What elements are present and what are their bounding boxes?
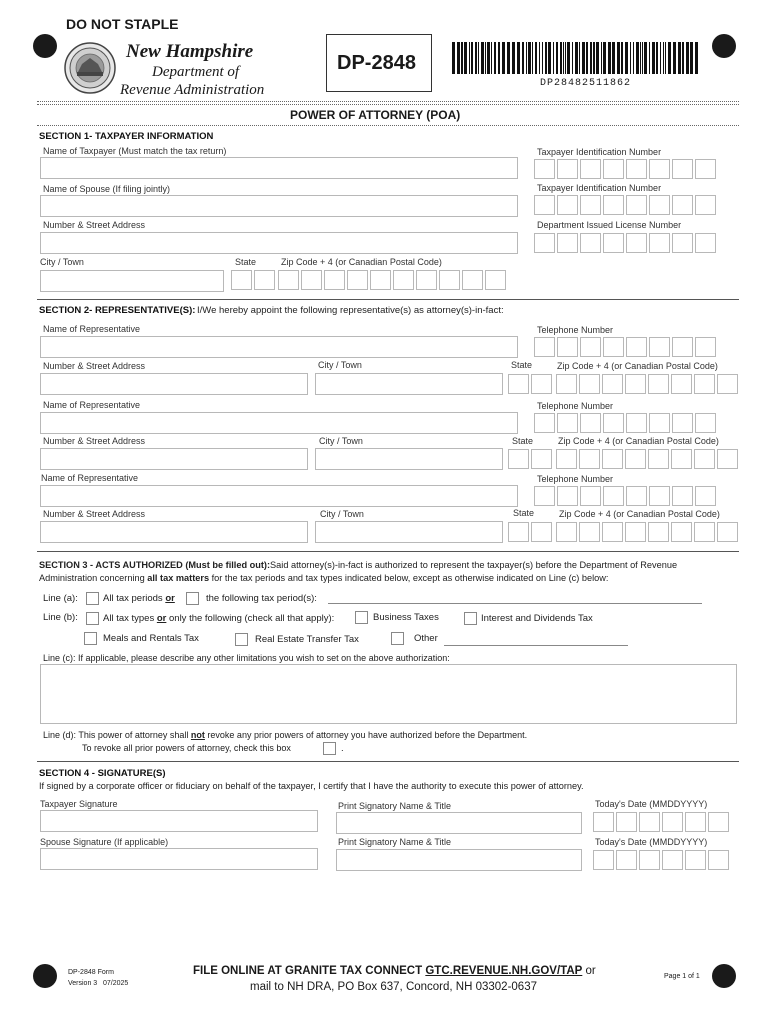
file-online-or: or bbox=[582, 965, 596, 977]
line-d-not: not bbox=[190, 730, 205, 740]
barcode-bar bbox=[517, 42, 520, 74]
do-not-staple: DO NOT STAPLE bbox=[66, 16, 179, 32]
all-tax-types-checkbox[interactable] bbox=[86, 612, 99, 625]
dept-line2: Revenue Administration bbox=[120, 82, 265, 98]
line-d-b: revoke any prior powers of attorney you have authorized before the Department. bbox=[204, 730, 528, 740]
barcode-bar bbox=[640, 42, 641, 74]
barcode-bar bbox=[668, 42, 671, 74]
barcode-bar bbox=[686, 42, 689, 74]
barcode-bar bbox=[608, 42, 611, 74]
footer-page: Page 1 of 1 bbox=[664, 973, 700, 980]
rep3-address-field[interactable] bbox=[40, 521, 308, 543]
rep3-city-label: City / Town bbox=[320, 509, 364, 519]
rep2-name-label: Name of Representative bbox=[43, 400, 141, 410]
interest-dividends-label: Interest and Dividends Tax bbox=[481, 613, 593, 624]
rep2-address-label: Number & Street Address bbox=[43, 436, 146, 446]
barcode-bar bbox=[678, 42, 681, 74]
barcode-bar bbox=[642, 42, 643, 74]
line-b-label: Line (b): bbox=[43, 612, 78, 623]
barcode-text: DP28482511862 bbox=[540, 78, 632, 89]
revoke-prior-checkbox[interactable] bbox=[323, 742, 336, 755]
barcode-bar bbox=[656, 42, 658, 74]
rep2-name-field[interactable] bbox=[40, 412, 518, 434]
meals-rentals-label: Meals and Rentals Tax bbox=[103, 633, 199, 644]
registration-mark-top-left bbox=[33, 34, 57, 58]
section3-intro-b2: for the tax periods and tax types indicated below, except as otherwise indicated on Line (c) below: bbox=[209, 573, 609, 583]
taxpayer-state-label: State bbox=[235, 257, 257, 267]
barcode-bar bbox=[548, 42, 551, 74]
rep1-state-label: State bbox=[511, 360, 533, 370]
taxpayer-signature-label: Taxpayer Signature bbox=[40, 799, 118, 809]
interest-dividends-checkbox[interactable] bbox=[464, 612, 477, 625]
taxpayer-zip-label: Zip Code + 4 (or Canadian Postal Code) bbox=[281, 257, 442, 267]
following-periods-checkbox[interactable] bbox=[186, 592, 199, 605]
barcode-bar bbox=[572, 42, 573, 74]
form-number-box bbox=[326, 34, 432, 92]
section2-intro: I/We hereby appoint the following representative(s) as attorney(s)-in-fact: bbox=[197, 305, 504, 316]
line-c-label: Line (c): If applicable, please describe any other limitations you wish to set on the above authorization: bbox=[43, 653, 450, 663]
section2-rule bbox=[37, 299, 739, 300]
rep1-address-label: Number & Street Address bbox=[43, 361, 146, 371]
rep1-phone-field[interactable] bbox=[534, 337, 718, 357]
rep1-name-field[interactable] bbox=[40, 336, 518, 358]
section2-heading: SECTION 2- REPRESENTATIVE(S): bbox=[39, 305, 196, 316]
barcode-bar bbox=[652, 42, 655, 74]
section3-intro-b1: Administration concerning bbox=[39, 573, 148, 583]
header-rule bbox=[37, 101, 739, 105]
license-number-field[interactable] bbox=[534, 233, 718, 253]
barcode-bar bbox=[590, 42, 592, 74]
taxpayer-zip-field[interactable] bbox=[278, 270, 508, 290]
taxpayer-address-label: Number & Street Address bbox=[43, 220, 146, 230]
barcode-bar bbox=[682, 42, 684, 74]
rep1-zip-label: Zip Code + 4 (or Canadian Postal Code) bbox=[557, 361, 718, 371]
rep1-state-field[interactable] bbox=[508, 374, 554, 394]
license-number-label: Department Issued License Number bbox=[537, 220, 682, 230]
rep2-phone-field[interactable] bbox=[534, 413, 718, 433]
barcode-bar bbox=[586, 42, 588, 74]
rep3-phone-field[interactable] bbox=[534, 486, 718, 506]
other-checkbox[interactable] bbox=[391, 632, 404, 645]
barcode-bar bbox=[461, 42, 463, 74]
section3-rule bbox=[37, 551, 739, 552]
barcode-bar bbox=[475, 42, 477, 74]
barcode-bar bbox=[582, 42, 585, 74]
rep3-city-field[interactable] bbox=[315, 521, 503, 543]
print-name-label-1: Print Signatory Name & Title bbox=[338, 801, 452, 811]
rep2-state-field[interactable] bbox=[508, 449, 554, 469]
footer-version: Version 3 07/2025 bbox=[68, 980, 129, 987]
barcode-bar bbox=[560, 42, 562, 74]
barcode-bar bbox=[542, 42, 543, 74]
meals-rentals-checkbox[interactable] bbox=[84, 632, 97, 645]
state-seal bbox=[64, 42, 116, 94]
all-tax-periods-label bbox=[103, 594, 175, 604]
registration-mark-bottom-right bbox=[712, 964, 736, 988]
section3-intro-bold: all tax matters bbox=[147, 573, 210, 583]
barcode-bar bbox=[630, 42, 631, 74]
footer-mail-line: mail to NH DRA, PO Box 637, Concord, NH 03302-0637 bbox=[250, 981, 537, 993]
rep1-city-label: City / Town bbox=[318, 360, 362, 370]
barcode-bar bbox=[485, 42, 486, 74]
barcode-bar bbox=[660, 42, 661, 74]
real-estate-checkbox[interactable] bbox=[235, 633, 248, 646]
file-online-text: FILE ONLINE AT GRANITE TAX CONNECT bbox=[193, 965, 426, 977]
barcode-bar bbox=[507, 42, 510, 74]
business-taxes-checkbox[interactable] bbox=[355, 611, 368, 624]
barcode-bar bbox=[452, 42, 455, 74]
barcode-bar bbox=[596, 42, 599, 74]
rep2-zip-field[interactable] bbox=[556, 449, 740, 469]
limitations-field[interactable] bbox=[40, 664, 737, 724]
footer-form-name: DP-2848 Form bbox=[68, 969, 114, 976]
barcode-bar bbox=[612, 42, 615, 74]
spouse-name-label: Name of Spouse (If filing jointly) bbox=[43, 184, 171, 194]
taxpayer-city-label: City / Town bbox=[40, 257, 84, 267]
barcode-bar bbox=[563, 42, 564, 74]
rep3-zip-label: Zip Code + 4 (or Canadian Postal Code) bbox=[559, 509, 720, 519]
rep1-phone-label: Telephone Number bbox=[537, 325, 614, 335]
following-periods-label: the following tax period(s): bbox=[206, 593, 317, 604]
rep3-phone-label: Telephone Number bbox=[537, 474, 614, 484]
date-field-1[interactable] bbox=[593, 812, 731, 832]
barcode-bar bbox=[593, 42, 595, 74]
tax-periods-line[interactable] bbox=[328, 603, 702, 604]
barcode-bar bbox=[526, 42, 527, 74]
other-line[interactable] bbox=[444, 645, 628, 646]
section4-rule bbox=[37, 761, 739, 762]
barcode-bar bbox=[553, 42, 554, 74]
barcode-bar bbox=[556, 42, 558, 74]
barcode-bar bbox=[481, 42, 484, 74]
barcode-bar bbox=[535, 42, 537, 74]
barcode-bar bbox=[457, 42, 460, 74]
barcode-bar bbox=[665, 42, 666, 74]
barcode-bar bbox=[567, 42, 570, 74]
barcode-bar bbox=[522, 42, 524, 74]
spouse-name-field[interactable] bbox=[40, 195, 518, 217]
taxpayer-tin-label: Taxpayer Identification Number bbox=[537, 147, 662, 157]
barcode-bar bbox=[690, 42, 693, 74]
rep2-city-field[interactable] bbox=[315, 448, 503, 470]
barcode-bar bbox=[498, 42, 500, 74]
barcode-bar bbox=[601, 42, 602, 74]
barcode-bar bbox=[575, 42, 578, 74]
form-title: POWER OF ATTORNEY (POA) bbox=[290, 108, 461, 122]
rep1-name-label: Name of Representative bbox=[43, 324, 141, 334]
barcode-bar bbox=[502, 42, 505, 74]
rep3-name-label: Name of Representative bbox=[41, 473, 139, 483]
line-d-a: Line (d): This power of attorney shall bbox=[43, 730, 191, 740]
barcode-bar bbox=[545, 42, 547, 74]
registration-mark-bottom-left bbox=[33, 964, 57, 988]
rep1-city-field[interactable] bbox=[315, 373, 503, 395]
section3-heading: SECTION 3 - ACTS AUTHORIZED (Must be filled out): bbox=[39, 560, 271, 570]
spouse-signature-field[interactable] bbox=[40, 848, 318, 870]
all-tax-periods-text: All tax periods bbox=[103, 593, 163, 604]
barcode-bar bbox=[464, 42, 467, 74]
taxpayer-tin-field[interactable] bbox=[534, 159, 718, 179]
rep2-state-label: State bbox=[512, 436, 534, 446]
footer-file-online bbox=[193, 965, 596, 977]
section3-intro-a: Said attorney(s)-in-fact is authorized to represent the taxpayer(s) before the Department of Revenue bbox=[270, 560, 678, 570]
all-tax-types-text: All tax types bbox=[103, 613, 155, 624]
barcode-bar bbox=[649, 42, 650, 74]
taxpayer-state-field[interactable] bbox=[231, 270, 277, 290]
rep2-address-field[interactable] bbox=[40, 448, 308, 470]
real-estate-label: Real Estate Transfer Tax bbox=[255, 634, 359, 645]
barcode-bar bbox=[625, 42, 628, 74]
line-d-text2: To revoke all prior powers of attorney, check this box bbox=[82, 743, 291, 753]
section4-heading: SECTION 4 - SIGNATURE(S) bbox=[39, 768, 166, 779]
rep3-name-field[interactable] bbox=[40, 485, 518, 507]
rep2-zip-label: Zip Code + 4 (or Canadian Postal Code) bbox=[558, 436, 719, 446]
or-word-a: or bbox=[165, 593, 175, 604]
barcode-bar bbox=[617, 42, 620, 74]
barcode-bar bbox=[673, 42, 676, 74]
barcode-bar bbox=[565, 42, 566, 74]
business-taxes-label: Business Taxes bbox=[373, 612, 439, 623]
rep2-phone-label: Telephone Number bbox=[537, 401, 614, 411]
spouse-tin-field[interactable] bbox=[534, 195, 718, 215]
rep1-address-field[interactable] bbox=[40, 373, 308, 395]
barcode-bar bbox=[478, 42, 479, 74]
taxpayer-name-label: Name of Taxpayer (Must match the tax return) bbox=[43, 146, 227, 156]
spouse-tin-label: Taxpayer Identification Number bbox=[537, 183, 662, 193]
rep3-state-field[interactable] bbox=[508, 522, 554, 542]
taxpayer-address-field[interactable] bbox=[40, 232, 518, 254]
rep2-city-label: City / Town bbox=[319, 436, 363, 446]
barcode-bar bbox=[636, 42, 639, 74]
barcode-bar bbox=[512, 42, 515, 74]
rep3-address-label: Number & Street Address bbox=[43, 509, 146, 519]
barcode-bar bbox=[633, 42, 634, 74]
print-name-field-2[interactable] bbox=[336, 849, 582, 871]
barcode-bar bbox=[487, 42, 490, 74]
barcode bbox=[452, 42, 700, 74]
barcode-bar bbox=[491, 42, 492, 74]
barcode-bar bbox=[494, 42, 496, 74]
taxpayer-name-field[interactable] bbox=[40, 157, 518, 179]
only-following-text: only the following (check all that apply): bbox=[169, 613, 335, 624]
date-label-2: Today's Date (MMDDYYYY) bbox=[595, 837, 708, 847]
or-word-b: or bbox=[156, 613, 167, 624]
all-tax-types-label bbox=[103, 614, 334, 624]
line-a-label: Line (a): bbox=[43, 593, 78, 604]
barcode-bar bbox=[528, 42, 531, 74]
other-label: Other bbox=[414, 633, 438, 644]
all-tax-periods-checkbox[interactable] bbox=[86, 592, 99, 605]
form-number: DP-2848 bbox=[337, 52, 416, 74]
barcode-bar bbox=[471, 42, 473, 74]
section1-heading: SECTION 1- TAXPAYER INFORMATION bbox=[39, 131, 214, 142]
registration-mark-top-right bbox=[712, 34, 736, 58]
barcode-bar bbox=[695, 42, 698, 74]
line-d-period: . bbox=[341, 743, 344, 754]
date-field-2[interactable] bbox=[593, 850, 731, 870]
line-d-text1 bbox=[43, 731, 527, 740]
section3-intro-line1 bbox=[39, 561, 677, 570]
spouse-signature-label: Spouse Signature (If applicable) bbox=[40, 837, 169, 847]
barcode-bar bbox=[579, 42, 580, 74]
barcode-bar bbox=[621, 42, 623, 74]
print-name-label-2: Print Signatory Name & Title bbox=[338, 837, 452, 847]
taxpayer-signature-field[interactable] bbox=[40, 810, 318, 832]
dept-line1: Department of bbox=[152, 64, 240, 80]
rep3-state-label: State bbox=[513, 508, 535, 518]
barcode-bar bbox=[532, 42, 533, 74]
print-name-field-1[interactable] bbox=[336, 812, 582, 834]
barcode-bar bbox=[469, 42, 470, 74]
section3-intro-line2 bbox=[39, 574, 608, 583]
barcode-bar bbox=[603, 42, 606, 74]
state-name: New Hampshire bbox=[126, 41, 254, 62]
rep3-zip-field[interactable] bbox=[556, 522, 740, 542]
barcode-bar bbox=[663, 42, 664, 74]
title-rule bbox=[37, 125, 739, 126]
gtc-link[interactable]: GTC.REVENUE.NH.GOV/TAP bbox=[425, 965, 583, 977]
barcode-bar bbox=[539, 42, 540, 74]
date-label-1: Today's Date (MMDDYYYY) bbox=[595, 799, 708, 809]
barcode-bar bbox=[644, 42, 647, 74]
rep1-zip-field[interactable] bbox=[556, 374, 740, 394]
section4-intro: If signed by a corporate officer or fiduciary on behalf of the taxpayer, I certify that I have the authority to execute this power of attorney. bbox=[39, 781, 584, 791]
taxpayer-city-field[interactable] bbox=[40, 270, 224, 292]
